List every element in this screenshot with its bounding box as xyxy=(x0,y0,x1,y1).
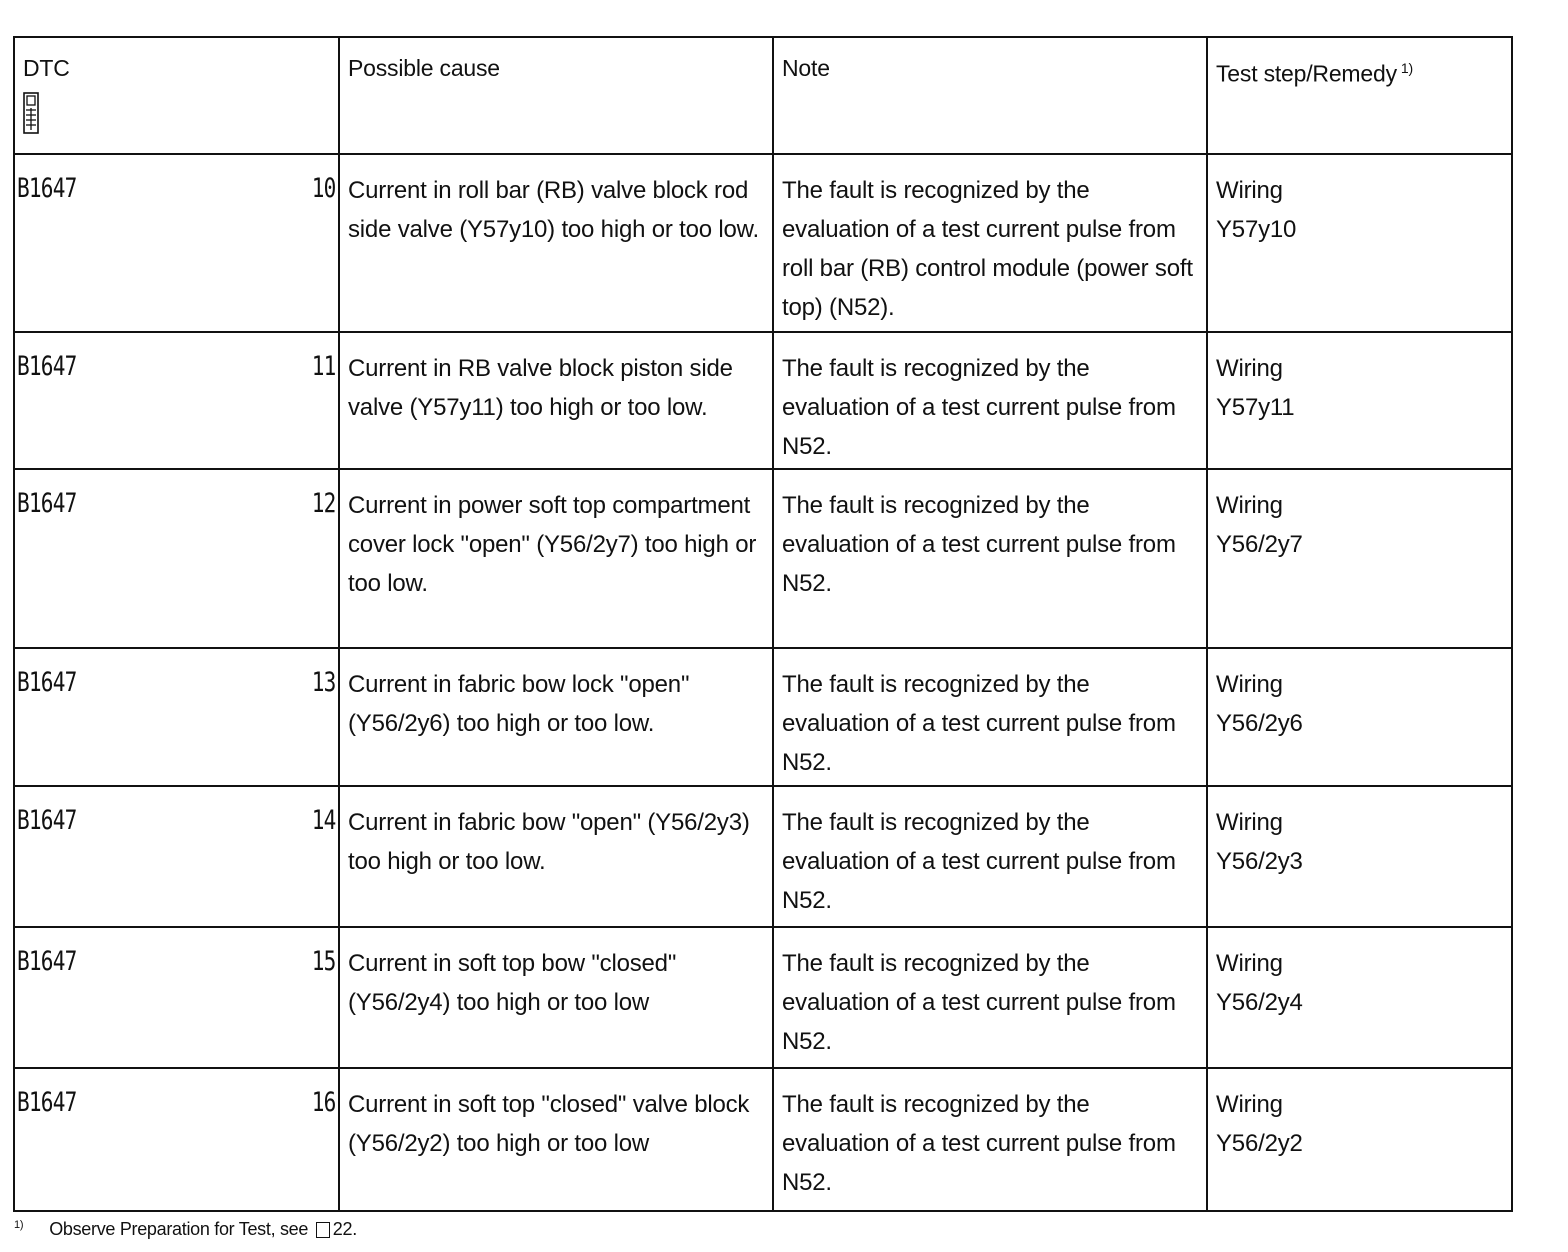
table-row-dtc xyxy=(15,470,340,649)
table-row-note: The fault is recognized by the evaluation of a test current pulse from N52. xyxy=(774,470,1208,649)
diagnostic-tester-icon xyxy=(23,92,39,134)
table-row-dtc xyxy=(15,1069,340,1210)
dtc-code: B1647 xyxy=(17,946,77,977)
footnote xyxy=(14,1214,357,1240)
dtc-table xyxy=(13,36,1513,1212)
table-row-remedy xyxy=(1208,333,1511,470)
table-row-note: The fault is recognized by the evaluation of a test current pulse from N52. xyxy=(774,649,1208,787)
table-row-note: The fault is recognized by the evaluation of a test current pulse from N52. xyxy=(774,928,1208,1069)
dtc-sub-code: 11 xyxy=(312,351,336,382)
dtc-sub-code: 14 xyxy=(312,805,336,836)
header-remedy-label: Test step/Remedy xyxy=(1216,60,1397,87)
table-row-dtc xyxy=(15,333,340,470)
header-dtc-label: DTC xyxy=(23,55,70,81)
dtc-code: B1647 xyxy=(17,488,77,519)
table-row-note: The fault is recognized by the evaluation of a test current pulse from N52. xyxy=(774,787,1208,928)
footnote-ref: 1) xyxy=(1400,60,1413,76)
table-row-dtc xyxy=(15,649,340,787)
table-row-cause: Current in power soft top compartment cover lock "open" (Y56/2y7) too high or too low. xyxy=(340,470,774,649)
header-note xyxy=(774,38,1208,155)
table-row-remedy xyxy=(1208,470,1511,649)
table-row-remedy xyxy=(1208,649,1511,787)
component-id: Y56/2y2 xyxy=(1216,1130,1303,1157)
component-id: Y57y11 xyxy=(1216,394,1295,421)
table-row-cause: Current in fabric bow "open" (Y56/2y3) too high or too low. xyxy=(340,787,774,928)
remedy-text: Wiring xyxy=(1216,355,1283,382)
remedy-text: Wiring xyxy=(1216,1091,1283,1118)
table-row-cause: Current in fabric bow lock "open" (Y56/2y6) too high or too low. xyxy=(340,649,774,787)
component-id: Y56/2y7 xyxy=(1216,531,1303,558)
dtc-sub-code: 15 xyxy=(312,946,336,977)
dtc-code: B1647 xyxy=(17,805,77,836)
dtc-sub-code: 10 xyxy=(312,173,336,204)
dtc-sub-code: 16 xyxy=(312,1087,336,1118)
table-row-dtc xyxy=(15,787,340,928)
dtc-code: B1647 xyxy=(17,1087,77,1118)
remedy-text: Wiring xyxy=(1216,492,1283,519)
component-id: Y56/2y6 xyxy=(1216,710,1303,737)
footnote-mark: 1) xyxy=(14,1219,24,1231)
component-id: Y56/2y3 xyxy=(1216,848,1303,875)
page-reference-icon xyxy=(316,1222,330,1238)
header-remedy xyxy=(1208,38,1511,155)
table-row-cause: Current in soft top bow "closed" (Y56/2y4) too high or too low xyxy=(340,928,774,1069)
dtc-sub-code: 12 xyxy=(312,488,336,519)
table-row-cause: Current in roll bar (RB) valve block rod side valve (Y57y10) too high or too low. xyxy=(340,155,774,333)
table-row-dtc xyxy=(15,928,340,1069)
table-row-remedy xyxy=(1208,155,1511,333)
header-dtc xyxy=(15,38,340,155)
remedy-text: Wiring xyxy=(1216,177,1283,204)
table-row-note: The fault is recognized by the evaluation of a test current pulse from N52. xyxy=(774,1069,1208,1210)
table-row-dtc xyxy=(15,155,340,333)
header-cause xyxy=(340,38,774,155)
dtc-sub-code: 13 xyxy=(312,667,336,698)
table-row-remedy xyxy=(1208,787,1511,928)
remedy-text: Wiring xyxy=(1216,671,1283,698)
header-cause-label: Possible cause xyxy=(348,55,500,81)
remedy-text: Wiring xyxy=(1216,950,1283,977)
table-row-remedy xyxy=(1208,1069,1511,1210)
dtc-code: B1647 xyxy=(17,173,77,204)
footnote-page-number: 22. xyxy=(332,1219,357,1239)
table-row-cause: Current in RB valve block piston side valve (Y57y11) too high or too low. xyxy=(340,333,774,470)
footnote-text: Observe Preparation for Test, see xyxy=(49,1219,309,1239)
table-row-note: The fault is recognized by the evaluation of a test current pulse from N52. xyxy=(774,333,1208,470)
dtc-code: B1647 xyxy=(17,667,77,698)
table-row-remedy xyxy=(1208,928,1511,1069)
component-id: Y56/2y4 xyxy=(1216,989,1303,1016)
table-row-cause: Current in soft top "closed" valve block (Y56/2y2) too high or too low xyxy=(340,1069,774,1210)
component-id: Y57y10 xyxy=(1216,216,1297,243)
dtc-code: B1647 xyxy=(17,351,77,382)
remedy-text: Wiring xyxy=(1216,809,1283,836)
header-note-label: Note xyxy=(782,55,830,81)
table-row-note: The fault is recognized by the evaluation of a test current pulse from roll bar (RB) control module (power soft top) (N52). xyxy=(774,155,1208,333)
